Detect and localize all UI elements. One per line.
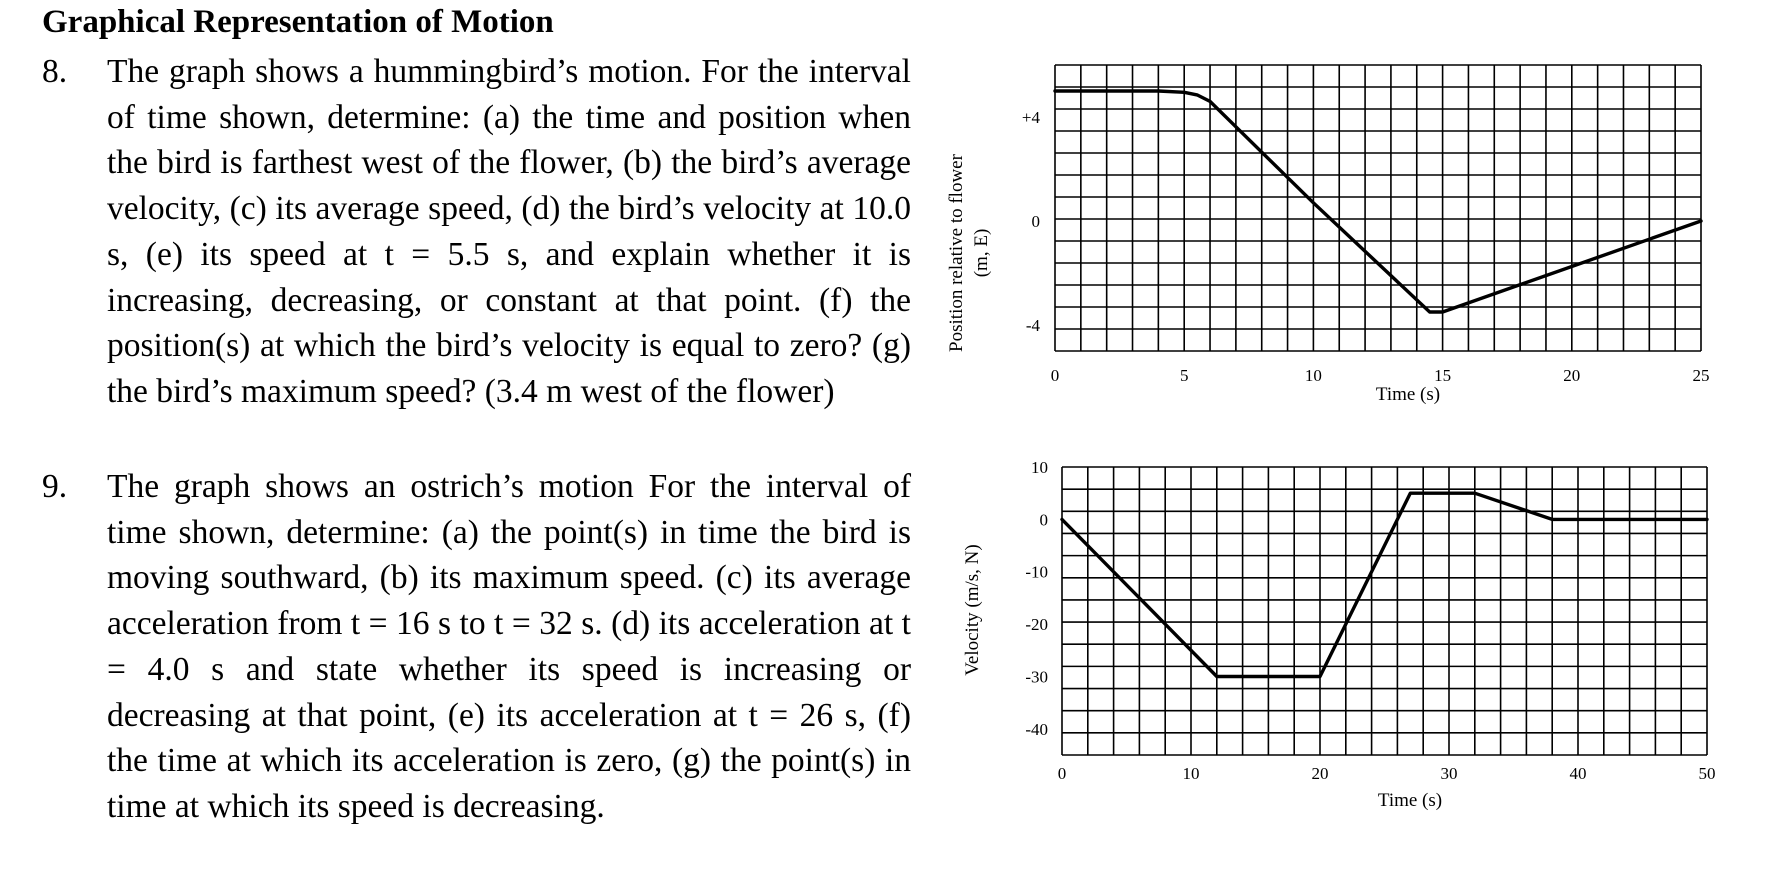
problem-text: The graph shows an ostrich’s motion For the interval of time shown, determine: (a) the point(s) in time the bird is moving southward, (b) its maximum speed. (c) its average acceleration from t = 16 s to t = 32 s. (d) its acceleration at t = 4.0 s and state whether its speed is increasing or decreasing at that point, (e) its acceleration at t = 26 s, (f) the time at which its acceleration is zero, (g) the point(s) in time at which its speed is decreasing. — [107, 468, 911, 825]
velocity-curve — [1062, 493, 1707, 676]
x-tick-label: 15 — [1434, 366, 1452, 385]
chart-grid — [1055, 65, 1701, 351]
y-axis-label-line1: Position relative to flower — [946, 154, 967, 352]
y-tick-label: 0 — [1039, 510, 1048, 530]
x-axis-label: Time (s) — [1375, 384, 1441, 405]
y-axis-label: Velocity (m/s, N) — [962, 544, 983, 676]
x-tick-label: 50 — [1698, 764, 1716, 783]
chart-grid — [1062, 467, 1707, 755]
y-tick-label: -30 — [1025, 667, 1048, 687]
problem-number: 9. — [42, 468, 68, 505]
y-tick-label: -20 — [1025, 615, 1048, 635]
page-title: Graphical Representation of Motion — [42, 4, 554, 40]
x-tick-label: 10 — [1182, 764, 1200, 783]
x-axis-label: Time (s) — [1377, 790, 1443, 811]
velocity-time-graph — [940, 455, 1720, 825]
problem-text: The graph shows a hummingbird’s motion. For the interval of time shown, determine: (a) the time and position when the bird is farthest west of the flower, (b) the bird’s average velocity, (c) its average speed, (d) the bird’s velocity at 10.0 s, (e) its speed at t = 5.5 s, and explain whether it is increasing, decreasing, or constant at that point. (f) the position(s) at which the bird’s velocity is equal to zero? (g) the bird’s maximum speed? (3.4 m west of the flower) — [107, 53, 911, 410]
y-tick-label: +4 — [1021, 108, 1040, 127]
position-time-graph — [940, 55, 1720, 425]
y-tick-label: -4 — [1025, 316, 1040, 335]
x-tick-label: 20 — [1563, 366, 1581, 385]
y-tick-label: -40 — [1025, 719, 1048, 739]
x-tick-label: 20 — [1311, 764, 1329, 783]
y-tick-label: -10 — [1025, 562, 1048, 582]
x-tick-label: 5 — [1179, 366, 1189, 385]
y-tick-label: 10 — [1031, 458, 1048, 477]
x-tick-label: 0 — [1057, 764, 1067, 783]
x-tick-label: 10 — [1304, 366, 1322, 385]
problem-number: 8. — [42, 53, 68, 90]
y-axis-label-line2: (m, E) — [971, 228, 992, 278]
chart-ticks — [1025, 458, 1715, 783]
position-curve — [1055, 91, 1701, 312]
x-tick-label: 40 — [1569, 764, 1587, 783]
y-tick-label: 0 — [1031, 212, 1040, 231]
x-tick-label: 30 — [1440, 764, 1458, 783]
x-tick-label: 25 — [1692, 366, 1710, 385]
x-tick-label: 0 — [1050, 366, 1060, 385]
